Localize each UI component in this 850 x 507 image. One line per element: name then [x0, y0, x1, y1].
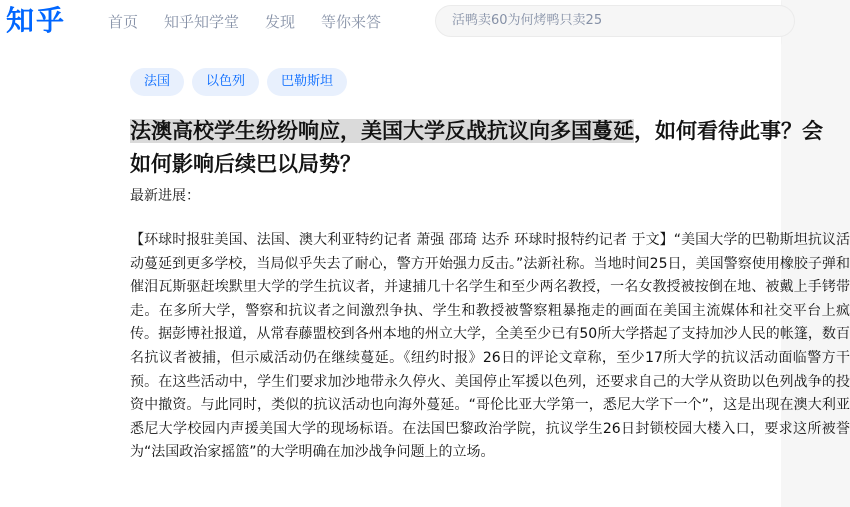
question-title-rest: ，如何看待此事？会如何影响后续巴以局势？ [130, 119, 823, 176]
tag-france[interactable]: 法国 [130, 68, 184, 96]
nav-item-home[interactable]: 首页 [108, 13, 139, 31]
question-card [0, 43, 850, 507]
search-input[interactable] [452, 13, 772, 28]
question-title [130, 115, 830, 181]
top-bar [0, 0, 781, 43]
search-box[interactable] [435, 5, 795, 37]
tag-israel[interactable]: 以色列 [192, 68, 259, 96]
tag-palestine[interactable]: 巴勒斯坦 [267, 68, 347, 96]
nav-item-discover[interactable]: 发现 [265, 13, 296, 31]
latest-progress-label: 最新进展： [130, 188, 200, 204]
topic-tags [130, 68, 355, 96]
question-title-highlight: 法澳高校学生纷纷响应，美国大学反战抗议向多国蔓延 [130, 119, 634, 143]
main-nav [108, 0, 407, 43]
zhihu-logo[interactable]: 知乎 [6, 4, 67, 37]
nav-item-waiting-answers[interactable]: 等你来答 [321, 13, 382, 31]
question-detail-text: 【环球时报驻美国、法国、澳大利亚特约记者 萧强 邵琦 达乔 环球时报特约记者 于文】“美国大学的巴勒斯坦抗议活动蔓延到更多学校，当局似乎失去了耐心，警方开始强力反击。”法新社称。当地时间25日，美国警察使用橡胶子弹和催泪瓦斯驱赶埃默里大学的学生抗议者，并逮捕几十名学生和至少两名教授，一名女教授被按倒在地、被戴上手铐带走。在多所大学，警察和抗议者之间激烈争执、学生和教授被警察粗暴拖走的画面在美国主流媒体和社交平台上疯传。据彭博社报道，从常春藤盟校到各州本地的州立大学，全美至少已有50所大学搭起了支持加沙人民的帐篷，数百名抗议者被捕，但示威活动仍在继续蔓延。《纽约时报》26日的评论文章称，至少17所大学的抗议活动面临警方干预。在这些活动中，学生们要求加沙地带永久停火、美国停止军援以色列，还要求自己的大学从资助以色列战争的投资中撤资。与此同时，类似的抗议活动也向海外蔓延。“哥伦比亚大学第一，悉尼大学下一个”，这是出现在澳大利亚悉尼大学校园内声援美国大学的现场标语。在法国巴黎政治学院，抗议学生26日封锁校园大楼入口，要求这所被誉为“法国政治家摇篮”的大学明确在加沙战争问题上的立场。 [130, 232, 850, 461]
nav-item-zhixuetang[interactable]: 知乎知学堂 [164, 13, 240, 31]
